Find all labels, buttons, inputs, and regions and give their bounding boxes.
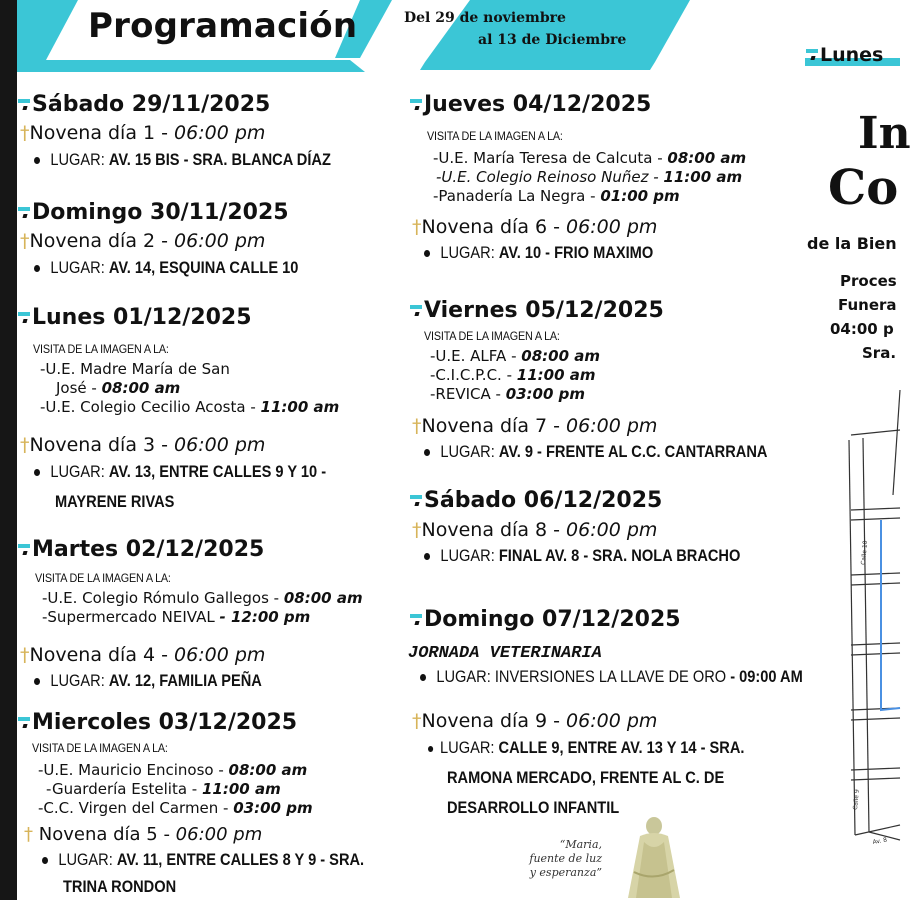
day-heading-miercoles-03: Miercoles 03/12/2025 xyxy=(18,710,297,735)
procession-route-map xyxy=(845,370,900,850)
novena-line: † Novena día 5 - 06:00 pm xyxy=(24,824,263,845)
lugar-line: LUGAR: INVERSIONES LA LLAVE DE ORO - 09:00 AM xyxy=(420,667,803,687)
visita-item: -U.E. Colegio Rómulo Gallegos - 08:00 am xyxy=(42,589,363,607)
jornada-veterinaria: JORNADA VETERINARIA xyxy=(408,644,602,663)
visita-label: VISITA DE LA IMAGEN A LA: xyxy=(35,571,171,585)
procession-text: Proces xyxy=(840,272,897,290)
novena-line: †Novena día 8 - 06:00 pm xyxy=(412,519,658,541)
day-heading-sabado-29: Sábado 29/11/2025 xyxy=(18,92,270,117)
procession-text: Sra. xyxy=(862,344,897,362)
visita-item: -U.E. ALFA - 08:00 am xyxy=(430,347,600,365)
visita-item: -C.I.C.P.C. - 11:00 am xyxy=(430,366,596,384)
novena-line: †Novena día 7 - 06:00 pm xyxy=(412,415,658,437)
day-heading-domingo-07: Domingo 07/12/2025 xyxy=(410,607,681,632)
visita-item: -REVICA - 03:00 pm xyxy=(430,385,586,403)
lugar-line: LUGAR: AV. 9 - FRENTE AL C.C. CANTARRANA xyxy=(424,442,767,462)
lugar-continuation: RAMONA MERCADO, FRENTE AL C. DE xyxy=(447,768,725,787)
novena-line: †Novena día 3 - 06:00 pm xyxy=(20,434,266,456)
novena-line: †Novena día 6 - 06:00 pm xyxy=(412,216,658,238)
lugar-line: LUGAR: AV. 14, ESQUINA CALLE 10 xyxy=(34,258,298,278)
visita-label: VISITA DE LA IMAGEN A LA: xyxy=(33,342,169,356)
visita-label: VISITA DE LA IMAGEN A LA: xyxy=(427,129,563,143)
visita-item: -Supermercado NEIVAL - 12:00 pm xyxy=(42,608,311,626)
visita-item: -U.E. Mauricio Encinoso - 08:00 am xyxy=(38,761,308,779)
day-heading-martes-02: Martes 02/12/2025 xyxy=(18,537,264,562)
novena-line: †Novena día 9 - 06:00 pm xyxy=(412,710,658,732)
procession-text: Funera xyxy=(838,296,897,314)
poster-subtitle: de la Bien xyxy=(807,234,897,253)
novena-line: †Novena día 4 - 06:00 pm xyxy=(20,644,266,666)
marian-quote: “Maria, fuente de luz y esperanza” xyxy=(529,838,602,879)
right-panel-heading: Lunes xyxy=(806,44,883,66)
day-heading-viernes-05: Viernes 05/12/2025 xyxy=(410,298,664,323)
lugar-line: LUGAR: FINAL AV. 8 - SRA. NOLA BRACHO xyxy=(424,546,740,566)
visita-item: -U.E. Colegio Cecilio Acosta - 11:00 am xyxy=(40,398,340,416)
dates-line-1: Del 29 de noviembre xyxy=(404,10,566,26)
visita-label: VISITA DE LA IMAGEN A LA: xyxy=(32,741,168,755)
day-heading-lunes-01: Lunes 01/12/2025 xyxy=(18,305,252,330)
lugar-continuation: MAYRENE RIVAS xyxy=(55,492,175,511)
day-heading-sabado-06: Sábado 06/12/2025 xyxy=(410,488,662,513)
day-heading-jueves-04: Jueves 04/12/2025 xyxy=(410,92,651,117)
visita-item: -U.E. Madre María de San xyxy=(40,360,230,378)
lugar-line: LUGAR: CALLE 9, ENTRE AV. 13 Y 14 - SRA. xyxy=(428,738,744,758)
dates-line-2: al 13 de Diciembre xyxy=(478,32,627,48)
novena-line: †Novena día 2 - 06:00 pm xyxy=(20,230,266,252)
lugar-line: LUGAR: AV. 11, ENTRE CALLES 8 Y 9 - SRA. xyxy=(42,850,364,870)
novena-line: †Novena día 1 - 06:00 pm xyxy=(20,122,266,144)
visita-item: -Panadería La Negra - 01:00 pm xyxy=(433,187,680,205)
procession-text: 04:00 p xyxy=(830,320,894,338)
program-title: Programación xyxy=(88,6,358,46)
visita-item: -Guardería Estelita - 11:00 am xyxy=(46,780,281,798)
poster-title-line-1: In xyxy=(858,108,911,159)
lugar-line: LUGAR: AV. 15 BIS - SRA. BLANCA DÍAZ xyxy=(34,150,331,170)
day-heading-domingo-30: Domingo 30/11/2025 xyxy=(18,200,289,225)
map-street-label: Av. 8 xyxy=(872,836,888,846)
poster-title-line-2: Co xyxy=(828,160,899,216)
visita-label: VISITA DE LA IMAGEN A LA: xyxy=(424,329,560,343)
lugar-line: LUGAR: AV. 12, FAMILIA PEÑA xyxy=(34,671,262,691)
map-street-label: Calle 10 xyxy=(860,540,870,566)
left-edge-strip xyxy=(0,0,17,900)
lugar-line: LUGAR: AV. 10 - FRIO MAXIMO xyxy=(424,243,653,263)
map-street-label: Calle 9 xyxy=(852,789,861,811)
visita-item: -C.C. Virgen del Carmen - 03:00 pm xyxy=(38,799,313,817)
visita-item: -U.E. Colegio Reinoso Nuñez - 11:00 am xyxy=(436,168,743,186)
lugar-line: LUGAR: AV. 13, ENTRE CALLES 9 Y 10 - xyxy=(34,462,326,482)
lugar-continuation: TRINA RONDON xyxy=(63,877,177,896)
virgin-image-illustration xyxy=(614,812,694,900)
visita-item: José - 08:00 am xyxy=(56,379,181,397)
visita-item: -U.E. María Teresa de Calcuta - 08:00 am xyxy=(433,149,747,167)
lugar-continuation: DESARROLLO INFANTIL xyxy=(447,798,620,817)
